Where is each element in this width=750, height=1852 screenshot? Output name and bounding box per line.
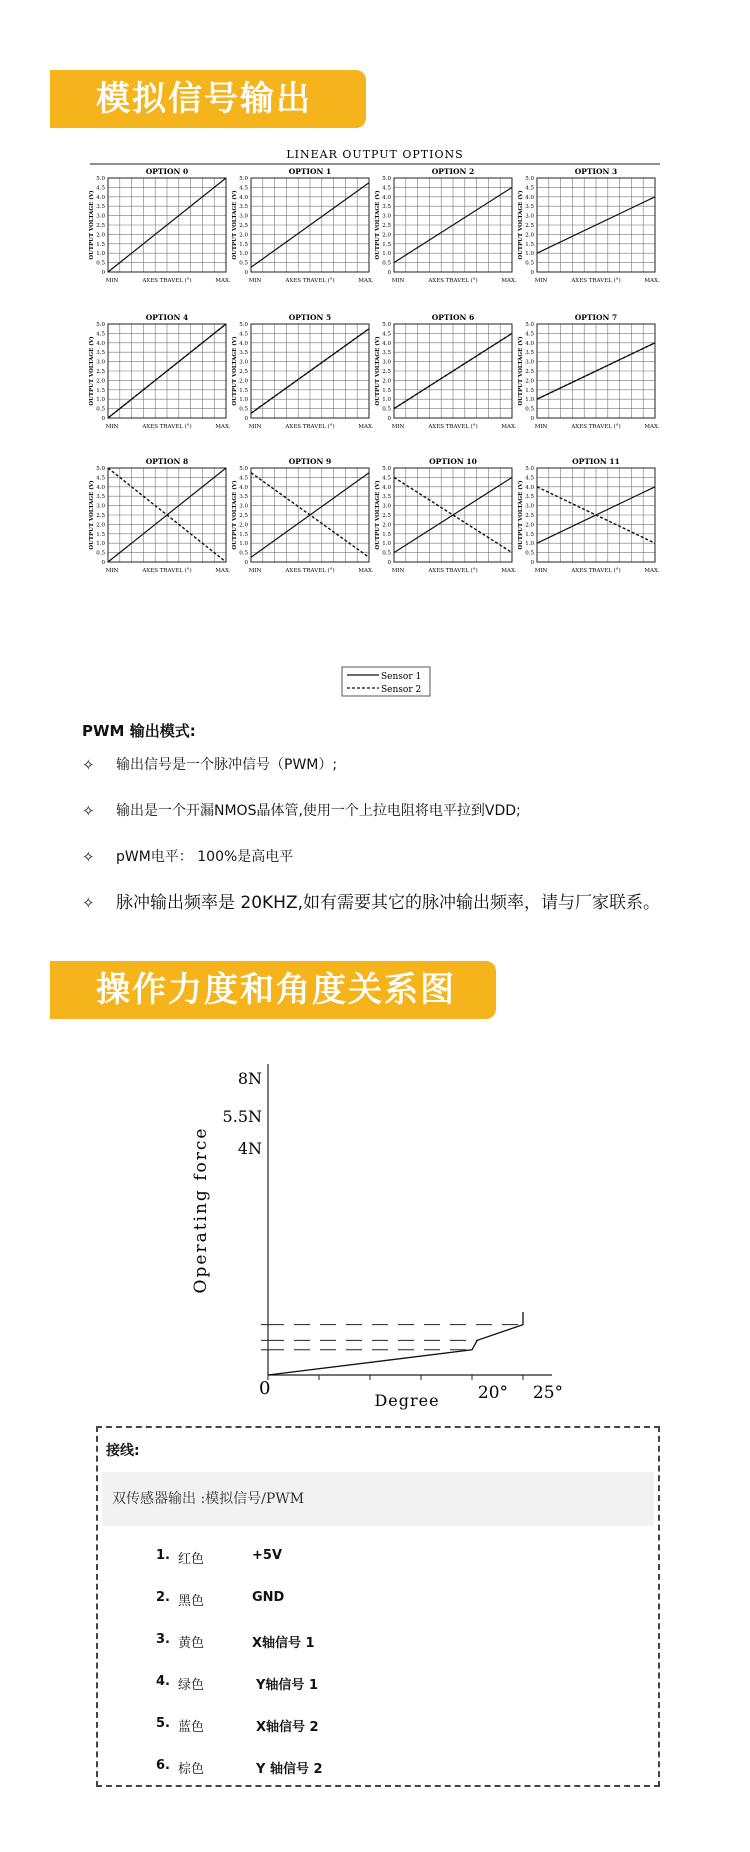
y-tick-label: 0.5 xyxy=(382,260,391,267)
origin-label: 0 xyxy=(259,1378,271,1399)
x-min-label: MIN xyxy=(105,424,119,430)
y-axis-label: OUTPUT VOLTAGE (V) xyxy=(89,480,95,550)
x-max-label: MAX. xyxy=(644,568,660,574)
y-tick-label: 3.0 xyxy=(525,213,534,220)
force-x-ticks xyxy=(268,1375,523,1380)
y-tick-label: 1.0 xyxy=(239,251,248,258)
x-axis-label: AXES TRAVEL (°) xyxy=(571,424,621,430)
x-min-label: MIN xyxy=(248,568,262,574)
y-tick-label: 3.5 xyxy=(239,204,248,211)
y-tick-label: 1.5 xyxy=(525,531,534,538)
y-tick-label: 0.5 xyxy=(525,406,534,413)
y-tick-label: 3.0 xyxy=(382,213,391,220)
wire-signal: Y 轴信号 2 xyxy=(256,1762,323,1777)
x-max-label: MAX. xyxy=(501,568,517,574)
y-axis-label: OUTPUT VOLTAGE (V) xyxy=(232,480,238,550)
option-panel xyxy=(374,167,517,284)
y-axis-label: OUTPUT VOLTAGE (V) xyxy=(232,336,238,406)
y-tick-label: 0 xyxy=(530,416,534,422)
y-tick-label: 1.0 xyxy=(382,251,391,258)
panel-title: OPTION 9 xyxy=(288,457,332,466)
x-tick-label-25: 25° xyxy=(532,1383,564,1403)
x-min-label: MIN xyxy=(105,568,119,574)
y-tick-label: 5.0 xyxy=(239,466,248,472)
y-tick-label: 3.5 xyxy=(96,494,105,501)
y-tick-label: 3.0 xyxy=(239,359,248,366)
y-tick-label-4n: 4N xyxy=(237,1139,262,1158)
force-x-label: Degree xyxy=(374,1391,440,1410)
y-tick-label: 0 xyxy=(101,416,105,422)
x-axis-label: AXES TRAVEL (°) xyxy=(142,424,192,430)
y-tick-label: 1.5 xyxy=(239,531,248,538)
y-tick-label: 1.5 xyxy=(239,387,248,394)
y-tick-label: 0.5 xyxy=(96,406,105,413)
x-axis-label: AXES TRAVEL (°) xyxy=(571,568,621,574)
y-tick-label: 1.5 xyxy=(382,241,391,248)
y-tick-label: 1.0 xyxy=(239,541,248,548)
y-tick-label: 4.0 xyxy=(96,340,105,347)
y-tick-label: 0.5 xyxy=(382,550,391,557)
wire-number: 5. xyxy=(156,1716,170,1731)
x-max-label: MAX. xyxy=(215,278,231,284)
y-tick-label: 3.5 xyxy=(382,350,391,357)
y-tick-label: 3.5 xyxy=(96,350,105,357)
y-tick-label: 4.5 xyxy=(96,475,105,482)
y-tick-label: 1.0 xyxy=(96,541,105,548)
y-tick-label: 5.0 xyxy=(382,176,391,182)
y-tick-label: 2.5 xyxy=(96,513,105,519)
force-guides xyxy=(261,1325,523,1350)
x-max-label: MAX. xyxy=(358,278,374,284)
wire-number: 4. xyxy=(156,1674,170,1689)
y-axis-label: OUTPUT VOLTAGE (V) xyxy=(518,480,524,550)
option-panel xyxy=(374,457,517,574)
y-tick-label: 2.0 xyxy=(239,378,248,385)
wiring-title: 接线: xyxy=(106,1443,140,1459)
y-tick-label: 2.5 xyxy=(96,223,105,229)
pwm-list xyxy=(82,750,722,934)
wire-signal: X轴信号 2 xyxy=(256,1720,319,1735)
panel-title: OPTION 4 xyxy=(145,313,189,322)
y-tick-label: 2.0 xyxy=(96,378,105,385)
y-tick-label: 0 xyxy=(101,270,105,276)
y-tick-label: 4.5 xyxy=(525,185,534,192)
y-tick-label: 0.5 xyxy=(525,550,534,557)
y-tick-label: 1.5 xyxy=(382,387,391,394)
y-tick-label: 2.0 xyxy=(382,232,391,239)
panel-title: OPTION 1 xyxy=(288,167,332,176)
panel-title: OPTION 6 xyxy=(431,313,475,322)
y-tick-label: 4.0 xyxy=(525,340,534,347)
y-axis-label: OUTPUT VOLTAGE (V) xyxy=(375,190,381,260)
y-tick-label: 5.0 xyxy=(239,176,248,182)
y-tick-label: 1.5 xyxy=(96,241,105,248)
y-tick-label: 5.0 xyxy=(525,466,534,472)
y-tick-label: 5.0 xyxy=(96,176,105,182)
y-tick-label: 4.0 xyxy=(382,484,391,491)
y-tick-label: 4.0 xyxy=(525,194,534,201)
y-tick-label: 4.5 xyxy=(96,331,105,338)
wire-color: 绿色 xyxy=(178,1678,205,1693)
y-tick-label: 4.0 xyxy=(96,194,105,201)
list-item xyxy=(82,796,722,842)
y-tick-label: 3.0 xyxy=(382,503,391,510)
wire-number: 1. xyxy=(156,1548,170,1563)
x-max-label: MAX. xyxy=(644,424,660,430)
option-panel xyxy=(88,457,231,574)
y-tick-label: 1.0 xyxy=(96,251,105,258)
panel-title: OPTION 2 xyxy=(431,167,475,176)
y-tick-label: 3.0 xyxy=(382,359,391,366)
wire-color: 棕色 xyxy=(178,1762,205,1777)
x-min-label: MIN xyxy=(105,278,119,284)
diamond-bullet-icon: ✧ xyxy=(82,756,95,774)
y-tick-label: 3.5 xyxy=(525,494,534,501)
y-tick-label: 3.0 xyxy=(96,503,105,510)
y-tick-label: 0 xyxy=(387,560,391,566)
y-tick-label: 0.5 xyxy=(525,260,534,267)
y-tick-label: 5.0 xyxy=(96,466,105,472)
y-tick-label: 4.5 xyxy=(382,475,391,482)
x-max-label: MAX. xyxy=(644,278,660,284)
y-axis-label: OUTPUT VOLTAGE (V) xyxy=(518,190,524,260)
y-tick-label: 3.5 xyxy=(382,494,391,501)
list-item-text: 输出是一个开漏NMOS晶体管,使用一个上拉电阻将电平拉到VDD; xyxy=(116,803,521,819)
y-tick-label: 4.0 xyxy=(525,484,534,491)
option-panel xyxy=(231,313,374,430)
option-panel xyxy=(231,457,374,574)
y-tick-label: 0 xyxy=(387,416,391,422)
y-tick-label: 2.5 xyxy=(382,369,391,375)
figure-title: LINEAR OUTPUT OPTIONS xyxy=(286,148,464,161)
x-min-label: MIN xyxy=(391,568,405,574)
wire-signal: +5V xyxy=(252,1548,282,1563)
x-axis-label: AXES TRAVEL (°) xyxy=(285,278,335,284)
panel-title: OPTION 8 xyxy=(145,457,189,466)
y-tick-label: 0 xyxy=(244,416,248,422)
y-tick-label: 1.5 xyxy=(382,531,391,538)
diamond-bullet-icon: ✧ xyxy=(82,848,95,866)
option-panel xyxy=(374,313,517,430)
y-tick-label: 4.5 xyxy=(525,475,534,482)
x-axis-label: AXES TRAVEL (°) xyxy=(428,278,478,284)
y-tick-label: 2.0 xyxy=(239,232,248,239)
y-tick-label: 4.0 xyxy=(239,340,248,347)
y-tick-label: 4.0 xyxy=(96,484,105,491)
legend-sensor2-label: Sensor 2 xyxy=(381,685,422,695)
y-tick-label: 3.0 xyxy=(239,213,248,220)
y-tick-label: 4.5 xyxy=(382,185,391,192)
y-axis-label: OUTPUT VOLTAGE (V) xyxy=(375,480,381,550)
y-tick-label: 5.0 xyxy=(382,466,391,472)
y-axis-label: OUTPUT VOLTAGE (V) xyxy=(89,190,95,260)
list-item-text: 脉冲输出频率是 20KHZ,如有需要其它的脉冲输出频率，请与厂家联系。 xyxy=(116,893,661,913)
y-tick-label: 3.5 xyxy=(382,204,391,211)
y-tick-label: 2.0 xyxy=(525,232,534,239)
y-tick-label: 2.5 xyxy=(382,223,391,229)
y-tick-label: 3.0 xyxy=(525,503,534,510)
section-banner-force-angle: 操作力度和角度关系图 xyxy=(50,961,496,1019)
y-tick-label: 0.5 xyxy=(96,260,105,267)
y-tick-label: 2.5 xyxy=(239,369,248,375)
y-tick-label: 1.5 xyxy=(96,531,105,538)
x-min-label: MIN xyxy=(248,278,262,284)
y-tick-label: 4.5 xyxy=(239,331,248,338)
x-min-label: MIN xyxy=(534,278,548,284)
y-axis-label: OUTPUT VOLTAGE (V) xyxy=(89,336,95,406)
option-panel xyxy=(517,457,660,574)
y-tick-label-5-5n: 5.5N xyxy=(222,1107,262,1126)
y-tick-label: 1.0 xyxy=(525,397,534,404)
y-tick-label: 5.0 xyxy=(525,176,534,182)
force-angle-chart xyxy=(180,1050,600,1410)
wiring-subtitle: 双传感器输出 :模拟信号/PWM xyxy=(102,1472,654,1526)
y-tick-label: 1.5 xyxy=(239,241,248,248)
y-tick-label: 4.5 xyxy=(382,331,391,338)
y-tick-label: 4.0 xyxy=(239,194,248,201)
y-tick-label: 1.5 xyxy=(96,387,105,394)
y-tick-label: 0.5 xyxy=(239,550,248,557)
y-tick-label: 2.5 xyxy=(239,223,248,229)
y-tick-label: 1.5 xyxy=(525,241,534,248)
y-tick-label: 3.5 xyxy=(96,204,105,211)
y-tick-label: 2.5 xyxy=(239,513,248,519)
option-panel xyxy=(231,167,374,284)
x-axis-label: AXES TRAVEL (°) xyxy=(285,424,335,430)
x-axis-label: AXES TRAVEL (°) xyxy=(285,568,335,574)
x-tick-label-20: 20° xyxy=(477,1383,509,1403)
x-min-label: MIN xyxy=(248,424,262,430)
x-max-label: MAX. xyxy=(501,278,517,284)
x-max-label: MAX. xyxy=(215,568,231,574)
y-tick-label: 2.5 xyxy=(525,513,534,519)
y-tick-label: 1.0 xyxy=(382,541,391,548)
diamond-bullet-icon: ✧ xyxy=(82,802,95,820)
list-item xyxy=(82,750,722,796)
force-curve xyxy=(268,1312,523,1375)
x-max-label: MAX. xyxy=(501,424,517,430)
y-tick-label-8n: 8N xyxy=(237,1069,262,1088)
y-tick-label: 3.0 xyxy=(96,359,105,366)
section-banner-analog-output: 模拟信号输出 xyxy=(50,70,366,128)
y-tick-label: 4.5 xyxy=(96,185,105,192)
y-tick-label: 2.5 xyxy=(525,223,534,229)
y-tick-label: 0 xyxy=(244,560,248,566)
y-tick-label: 3.5 xyxy=(525,204,534,211)
y-tick-label: 4.0 xyxy=(239,484,248,491)
x-max-label: MAX. xyxy=(358,568,374,574)
y-tick-label: 0 xyxy=(101,560,105,566)
y-tick-label: 1.0 xyxy=(525,251,534,258)
y-tick-label: 0.5 xyxy=(239,260,248,267)
y-tick-label: 0.5 xyxy=(382,406,391,413)
y-tick-label: 4.5 xyxy=(525,331,534,338)
x-axis-label: AXES TRAVEL (°) xyxy=(428,568,478,574)
wire-number: 3. xyxy=(156,1632,170,1647)
x-max-label: MAX. xyxy=(215,424,231,430)
x-min-label: MIN xyxy=(391,278,405,284)
x-axis-label: AXES TRAVEL (°) xyxy=(428,424,478,430)
y-tick-label: 2.0 xyxy=(96,232,105,239)
y-tick-label: 2.0 xyxy=(525,522,534,529)
y-tick-label: 3.0 xyxy=(525,359,534,366)
wire-number: 2. xyxy=(156,1590,170,1605)
y-tick-label: 2.0 xyxy=(96,522,105,529)
x-axis-label: AXES TRAVEL (°) xyxy=(142,568,192,574)
list-item xyxy=(82,842,722,888)
y-tick-label: 5.0 xyxy=(239,322,248,328)
x-min-label: MIN xyxy=(534,424,548,430)
y-tick-label: 2.0 xyxy=(239,522,248,529)
x-min-label: MIN xyxy=(534,568,548,574)
y-tick-label: 1.0 xyxy=(525,541,534,548)
y-tick-label: 0.5 xyxy=(239,406,248,413)
y-tick-label: 3.5 xyxy=(239,350,248,357)
wire-color: 黑色 xyxy=(178,1594,205,1609)
pwm-heading: PWM 输出模式: xyxy=(82,722,196,740)
y-tick-label: 1.0 xyxy=(96,397,105,404)
x-min-label: MIN xyxy=(391,424,405,430)
x-axis-label: AXES TRAVEL (°) xyxy=(571,278,621,284)
panel-title: OPTION 7 xyxy=(574,313,618,322)
y-tick-label: 4.5 xyxy=(239,475,248,482)
y-tick-label: 1.5 xyxy=(525,387,534,394)
y-tick-label: 4.5 xyxy=(239,185,248,192)
y-tick-label: 2.5 xyxy=(96,369,105,375)
y-tick-label: 0.5 xyxy=(96,550,105,557)
option-panel xyxy=(88,167,231,284)
y-tick-label: 5.0 xyxy=(525,322,534,328)
list-item xyxy=(82,888,722,934)
wire-signal: GND xyxy=(252,1590,285,1605)
y-tick-label: 0 xyxy=(530,270,534,276)
y-tick-label: 5.0 xyxy=(382,322,391,328)
y-axis-label: OUTPUT VOLTAGE (V) xyxy=(518,336,524,406)
force-y-label: Operating force xyxy=(191,1126,211,1294)
x-max-label: MAX. xyxy=(358,424,374,430)
y-tick-label: 2.0 xyxy=(382,522,391,529)
option-panels xyxy=(88,167,660,574)
y-tick-label: 3.5 xyxy=(239,494,248,501)
y-tick-label: 3.0 xyxy=(96,213,105,220)
y-tick-label: 0 xyxy=(387,270,391,276)
y-tick-label: 0 xyxy=(244,270,248,276)
wire-signal: Y轴信号 1 xyxy=(256,1678,318,1693)
wire-color: 黄色 xyxy=(178,1636,205,1651)
option-panel xyxy=(88,313,231,430)
legend-sensor1-label: Sensor 1 xyxy=(381,672,422,682)
y-tick-label: 1.0 xyxy=(239,397,248,404)
y-axis-label: OUTPUT VOLTAGE (V) xyxy=(375,336,381,406)
wire-color: 蓝色 xyxy=(178,1720,205,1735)
y-tick-label: 2.0 xyxy=(382,378,391,385)
panel-title: OPTION 10 xyxy=(429,457,477,466)
option-panel xyxy=(517,313,660,430)
wire-signal: X轴信号 1 xyxy=(252,1636,315,1651)
y-tick-label: 1.0 xyxy=(382,397,391,404)
y-tick-label: 2.5 xyxy=(382,513,391,519)
legend xyxy=(342,667,430,696)
panel-title: OPTION 3 xyxy=(574,167,618,176)
y-tick-label: 2.0 xyxy=(525,378,534,385)
x-axis-label: AXES TRAVEL (°) xyxy=(142,278,192,284)
linear-output-options-figure xyxy=(0,148,750,708)
panel-title: OPTION 11 xyxy=(572,457,620,466)
panel-title: OPTION 0 xyxy=(145,167,189,176)
y-tick-label: 3.5 xyxy=(525,350,534,357)
option-panel xyxy=(517,167,660,284)
y-tick-label: 0 xyxy=(530,560,534,566)
y-tick-label: 2.5 xyxy=(525,369,534,375)
wiring-box xyxy=(96,1426,660,1787)
y-tick-label: 4.0 xyxy=(382,340,391,347)
wire-number: 6. xyxy=(156,1758,170,1773)
list-item-text: 输出信号是一个脉冲信号（PWM）; xyxy=(116,757,338,773)
y-axis-label: OUTPUT VOLTAGE (V) xyxy=(232,190,238,260)
diamond-bullet-icon: ✧ xyxy=(82,894,95,912)
list-item-text: pWM电平： 100%是高电平 xyxy=(116,849,294,865)
y-tick-label: 4.0 xyxy=(382,194,391,201)
panel-title: OPTION 5 xyxy=(288,313,332,322)
wire-color: 红色 xyxy=(178,1552,205,1567)
y-tick-label: 3.0 xyxy=(239,503,248,510)
y-tick-label: 5.0 xyxy=(96,322,105,328)
